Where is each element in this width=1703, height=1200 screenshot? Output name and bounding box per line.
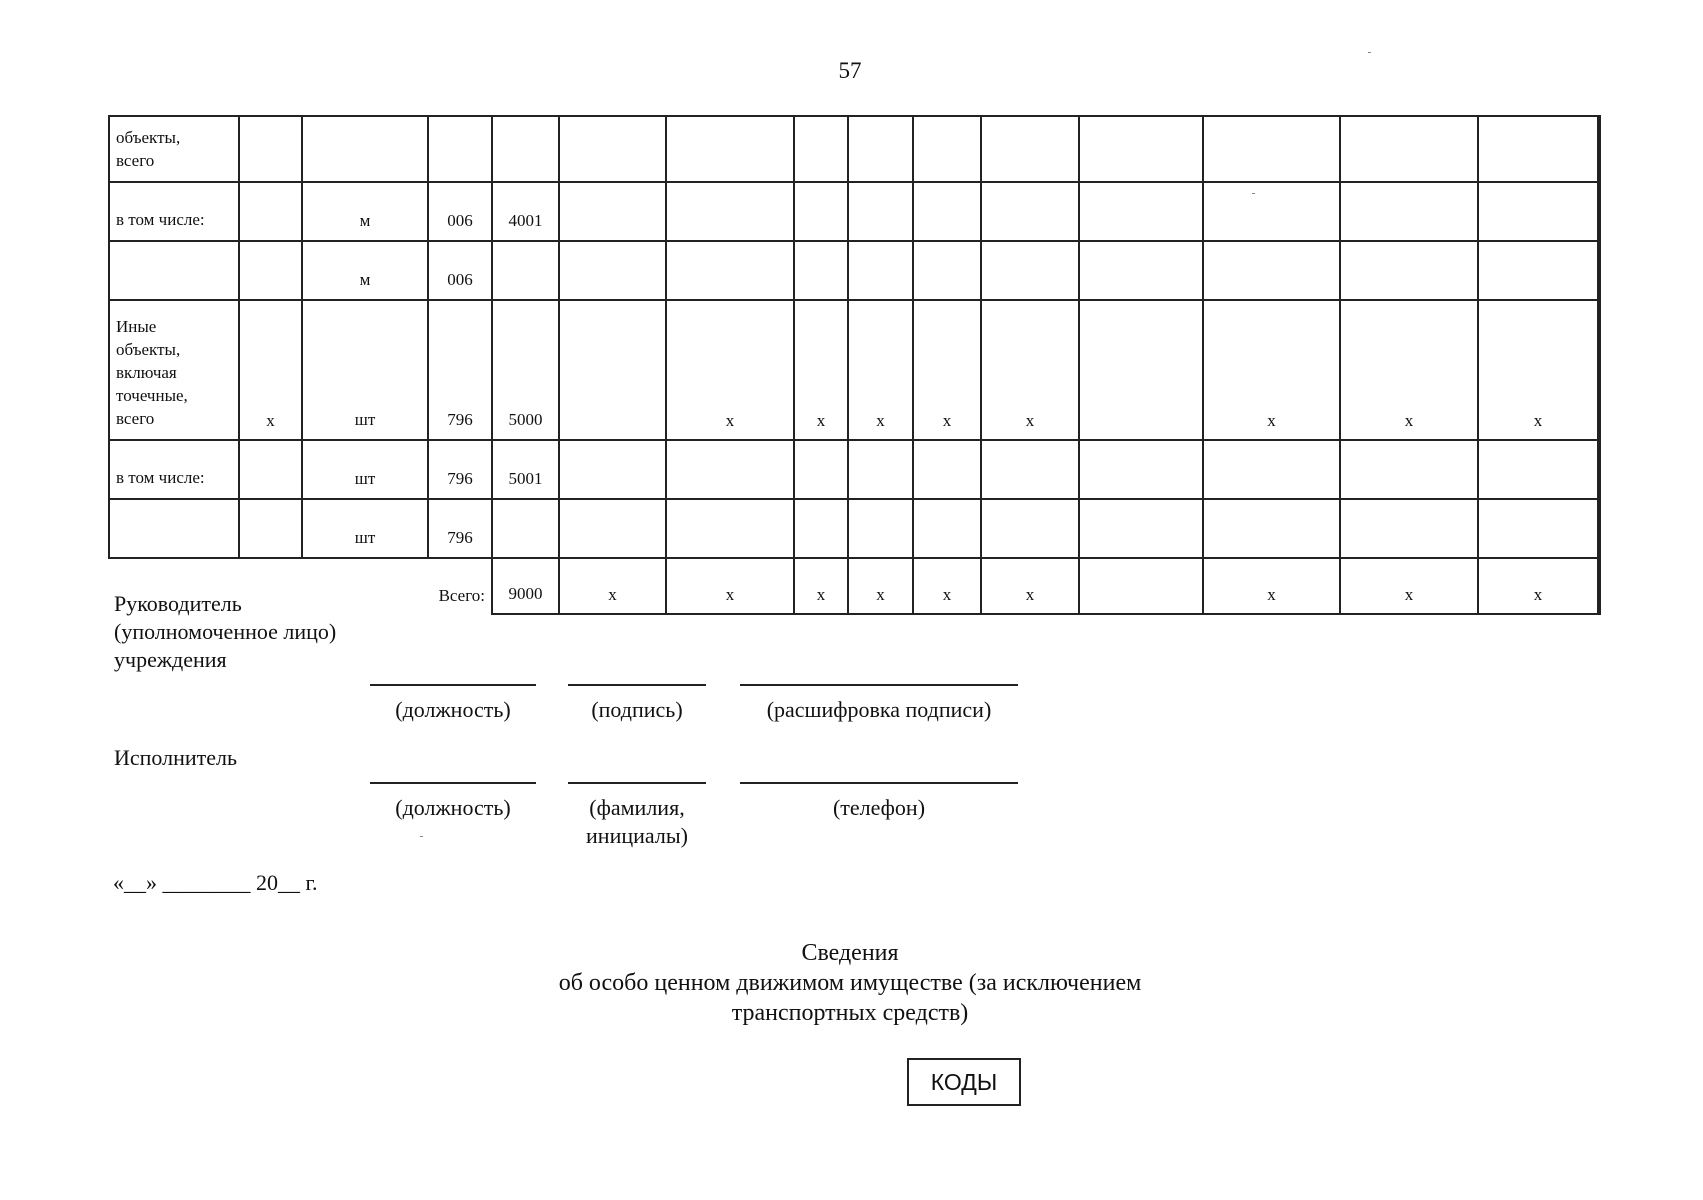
data-cell [1079, 300, 1203, 440]
line-code-cell: 5001 [492, 440, 559, 499]
report-table [108, 115, 1601, 615]
unit-cell: шт [302, 300, 428, 440]
unit-cell: шт [302, 440, 428, 499]
okei-code-cell: 796 [428, 499, 492, 558]
scan-speck [1252, 193, 1255, 194]
data-cell [1598, 241, 1600, 300]
data-cell [666, 440, 794, 499]
data-cell [1340, 182, 1478, 241]
row-label [109, 499, 239, 558]
data-cell [981, 499, 1079, 558]
data-cell [913, 116, 981, 182]
data-cell [981, 182, 1079, 241]
okei-code-cell: 796 [428, 440, 492, 499]
data-cell [1203, 440, 1340, 499]
total-label: Всего: [109, 558, 492, 614]
head-signature-caption: (подпись) [591, 697, 683, 722]
table-row [109, 241, 1600, 300]
data-cell [559, 440, 666, 499]
data-cell: x [794, 300, 848, 440]
total-line-code: 9000 [492, 558, 559, 614]
head-signature-line [568, 684, 706, 686]
codes-box: КОДЫ [907, 1058, 1021, 1106]
total-data-cell: x [1478, 558, 1598, 614]
page-number: 57 [838, 58, 862, 83]
total-data-cell: x [1203, 558, 1340, 614]
data-cell [981, 440, 1079, 499]
data-cell [794, 499, 848, 558]
data-cell [913, 182, 981, 241]
data-cell [666, 241, 794, 300]
head-decoding-caption: (расшифровка подписи) [766, 697, 992, 722]
table-row [109, 116, 1600, 182]
data-cell: x [1478, 300, 1598, 440]
table-row [109, 182, 1600, 241]
data-cell: x [913, 300, 981, 440]
data-cell [1340, 241, 1478, 300]
data-cell [666, 499, 794, 558]
section-heading: Сведения об особо ценном движимом имуществе (за исключением транспортных средств) [558, 940, 1142, 1026]
data-cell [559, 182, 666, 241]
data-cell [981, 116, 1079, 182]
data-cell [794, 241, 848, 300]
data-cell [794, 116, 848, 182]
total-data-cell: x [848, 558, 913, 614]
data-cell [1203, 499, 1340, 558]
data-cell [1079, 440, 1203, 499]
data-cell [559, 499, 666, 558]
row-flag-cell [239, 116, 302, 182]
data-cell [1598, 182, 1600, 241]
executor-name-line [568, 782, 706, 784]
data-cell [1340, 440, 1478, 499]
unit-cell: шт [302, 499, 428, 558]
data-cell [1478, 499, 1598, 558]
line-code-cell [492, 499, 559, 558]
okei-code-cell [428, 116, 492, 182]
okei-code-cell: 006 [428, 241, 492, 300]
line-code-cell: 4001 [492, 182, 559, 241]
data-cell [1079, 116, 1203, 182]
table-row [109, 440, 1600, 499]
total-data-cell: x [913, 558, 981, 614]
data-cell [1203, 182, 1340, 241]
row-flag-cell [239, 182, 302, 241]
row-label: в том числе: [109, 440, 239, 499]
data-cell [1079, 241, 1203, 300]
row-label: в том числе: [109, 182, 239, 241]
data-cell [1340, 499, 1478, 558]
head-position-caption: (должность) [395, 697, 511, 722]
total-data-cell: x [981, 558, 1079, 614]
executor-position-caption: (должность) [395, 795, 511, 820]
line-code-cell: 5000 [492, 300, 559, 440]
table-row [109, 499, 1600, 558]
data-cell: x [1203, 300, 1340, 440]
data-cell: x [848, 300, 913, 440]
scan-speck [420, 836, 423, 837]
head-label: Руководитель (уполномоченное лицо) учреждения [114, 591, 337, 672]
total-data-cell [1598, 558, 1600, 614]
total-data-cell [1079, 558, 1203, 614]
data-cell [1598, 300, 1600, 440]
okei-code-cell: 796 [428, 300, 492, 440]
data-cell [913, 241, 981, 300]
data-cell [981, 241, 1079, 300]
row-flag-cell [239, 499, 302, 558]
row-flag-cell [239, 440, 302, 499]
executor-position-line [370, 782, 536, 784]
data-cell [1079, 499, 1203, 558]
data-cell [559, 300, 666, 440]
data-cell [848, 116, 913, 182]
data-cell [666, 182, 794, 241]
date-line: «__» ________ 20__ г. [113, 870, 318, 895]
row-label: объекты, всего [109, 116, 239, 182]
data-cell [848, 241, 913, 300]
table-row [109, 300, 1600, 440]
data-cell [1478, 116, 1598, 182]
data-cell [666, 116, 794, 182]
head-position-line [370, 684, 536, 686]
line-code-cell [492, 241, 559, 300]
data-cell [1598, 499, 1600, 558]
data-cell [848, 499, 913, 558]
okei-code-cell: 006 [428, 182, 492, 241]
data-cell [913, 499, 981, 558]
total-data-cell: x [794, 558, 848, 614]
data-cell [1478, 182, 1598, 241]
data-cell [559, 241, 666, 300]
data-cell [1478, 440, 1598, 499]
unit-cell [302, 116, 428, 182]
data-cell: x [1340, 300, 1478, 440]
data-cell: x [981, 300, 1079, 440]
data-cell [1340, 116, 1478, 182]
data-cell [1598, 116, 1600, 182]
data-cell [1478, 241, 1598, 300]
data-cell [1079, 182, 1203, 241]
line-code-cell [492, 116, 559, 182]
data-cell [848, 182, 913, 241]
unit-cell: м [302, 241, 428, 300]
data-cell [1203, 116, 1340, 182]
total-data-cell: x [559, 558, 666, 614]
row-flag-cell [239, 241, 302, 300]
data-cell [794, 440, 848, 499]
executor-phone-caption: (телефон) [832, 795, 926, 820]
total-data-cell: x [666, 558, 794, 614]
row-label: Иные объекты, включая точечные, всего [109, 300, 239, 440]
data-cell [1598, 440, 1600, 499]
scan-speck [1368, 52, 1371, 53]
executor-phone-line [740, 782, 1018, 784]
data-cell [1203, 241, 1340, 300]
row-label [109, 241, 239, 300]
executor-name-caption: (фамилия, инициалы) [586, 795, 688, 848]
total-data-cell: x [1340, 558, 1478, 614]
data-cell: x [666, 300, 794, 440]
row-flag-cell: x [239, 300, 302, 440]
head-decoding-line [740, 684, 1018, 686]
data-cell [559, 116, 666, 182]
data-cell [848, 440, 913, 499]
executor-label: Исполнитель [114, 745, 238, 770]
data-cell [794, 182, 848, 241]
data-cell [913, 440, 981, 499]
unit-cell: м [302, 182, 428, 241]
